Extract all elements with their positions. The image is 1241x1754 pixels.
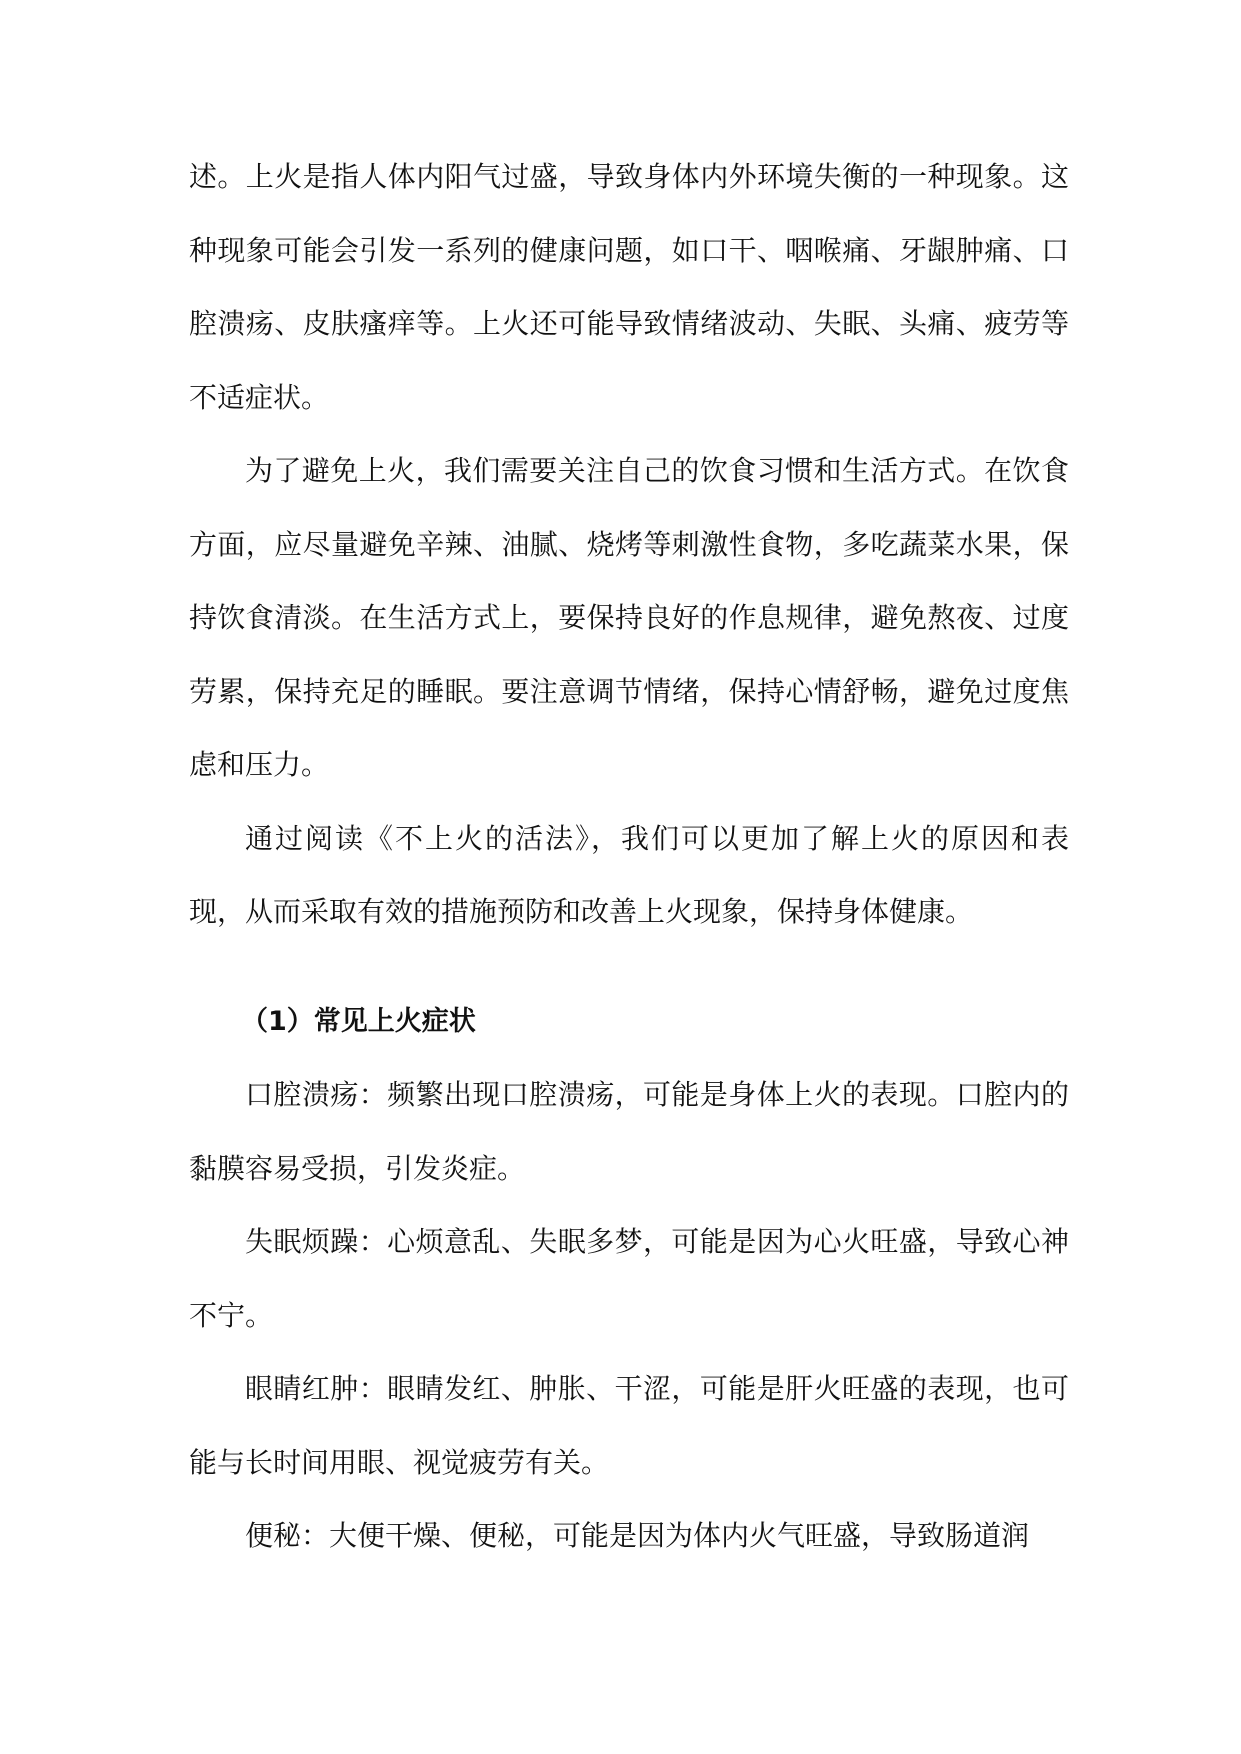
paragraph-avoid-heat: 为了避免上火，我们需要关注自己的饮食习惯和生活方式。在饮食方面，应尽量避免辛辣、油腻、烧烤等刺激性食物，多吃蔬菜水果，保持饮食清淡。在生活方式上，要保持良好的作息规律，避免熬夜、过度劳累，保持充足的睡眠。要注意调节情绪，保持心情舒畅，避免过度焦虑和压力。 <box>189 454 1069 781</box>
symptom-red-eyes: 眼睛红肿：眼睛发红、肿胀、干涩，可能是肝火旺盛的表现，也可能与长时间用眼、视觉疲劳有关。 <box>189 1372 1069 1479</box>
paragraph-continuation: 述。上火是指人体内阳气过盛，导致身体内外环境失衡的一种现象。这种现象可能会引发一系列的健康问题，如口干、咽喉痛、牙龈肿痛、口腔溃疡、皮肤瘙痒等。上火还可能导致情绪波动、失眠、头痛、疲劳等不适症状。 <box>189 160 1069 414</box>
symptom-insomnia: 失眠烦躁：心烦意乱、失眠多梦，可能是因为心火旺盛，导致心神不宁。 <box>189 1225 1069 1332</box>
symptom-mouth-ulcer: 口腔溃疡：频繁出现口腔溃疡，可能是身体上火的表现。口腔内的黏膜容易受损，引发炎症。 <box>189 1078 1069 1185</box>
document-body <box>189 140 1069 1573</box>
section-heading: （1）常见上火症状 <box>241 1005 476 1037</box>
paragraph-book-summary: 通过阅读《不上火的活法》，我们可以更加了解上火的原因和表现，从而采取有效的措施预防和改善上火现象，保持身体健康。 <box>189 821 1069 928</box>
symptom-constipation: 便秘：大便干燥、便秘，可能是因为体内火气旺盛，导致肠道润 <box>245 1519 1030 1552</box>
